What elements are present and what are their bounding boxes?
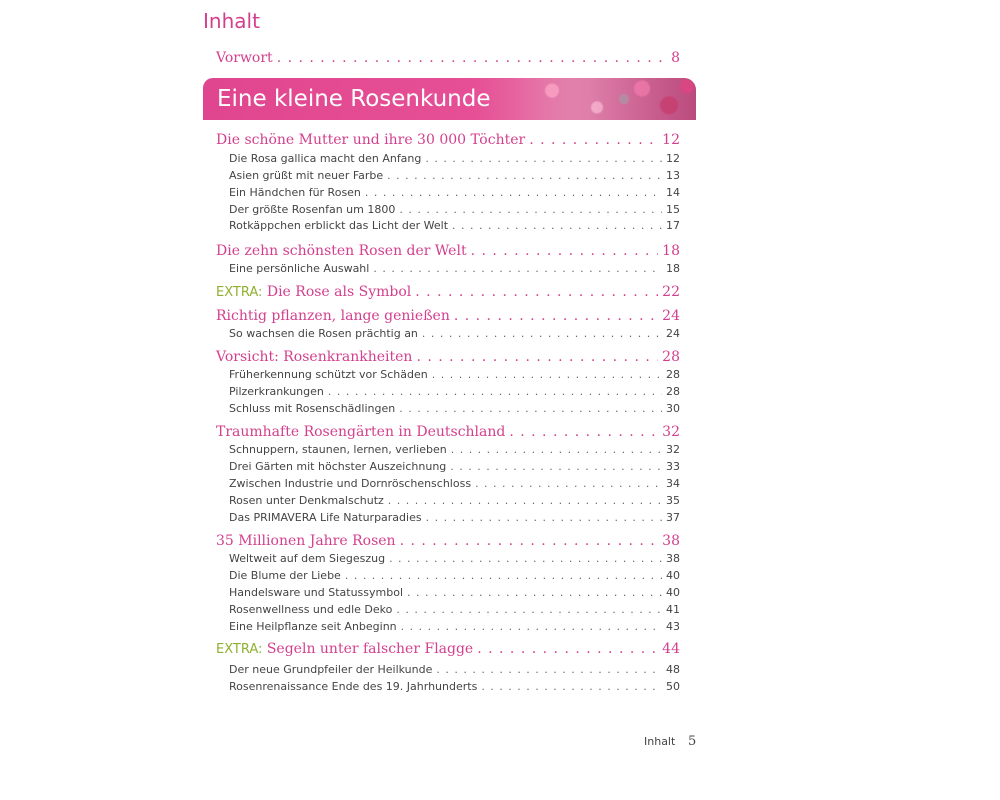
toc-leader-dots xyxy=(529,130,658,150)
toc-section-page: 44 xyxy=(662,641,680,657)
toc-entry-page: 40 xyxy=(666,586,680,599)
toc-leader-dots xyxy=(509,422,658,442)
toc-entry[interactable] xyxy=(229,184,680,201)
toc-entry[interactable] xyxy=(229,567,680,584)
toc-entry[interactable] xyxy=(229,509,680,526)
toc-section[interactable] xyxy=(216,347,680,367)
toc-leader-dots xyxy=(426,509,662,526)
toc-entry-page: 13 xyxy=(666,169,680,182)
toc-leader-dots xyxy=(396,601,662,618)
toc-section[interactable] xyxy=(216,531,680,551)
toc-entry[interactable] xyxy=(229,601,680,618)
toc-entry-label: Handelsware und Statussymbol xyxy=(229,586,404,599)
toc-entry-page: 43 xyxy=(666,620,680,633)
toc-section-page: 12 xyxy=(662,132,680,148)
chapter-banner xyxy=(203,78,696,120)
toc-leader-dots xyxy=(481,678,662,695)
toc-entry[interactable] xyxy=(229,167,680,184)
toc-section-page: 38 xyxy=(662,533,680,549)
toc-entry-label: Rotkäppchen erblickt das Licht der Welt xyxy=(229,219,449,232)
toc-extra-section[interactable] xyxy=(216,282,680,302)
toc-section-label: EXTRA: Segeln unter falscher Flagge xyxy=(216,641,474,657)
toc-leader-dots xyxy=(401,618,662,635)
toc-section[interactable] xyxy=(216,306,680,326)
toc-entry-page: 32 xyxy=(666,443,680,456)
toc-entry[interactable] xyxy=(229,550,680,567)
toc-leader-dots xyxy=(277,48,667,68)
toc-entry[interactable] xyxy=(229,150,680,167)
toc-section-page: 24 xyxy=(662,308,680,324)
toc-leader-dots xyxy=(365,184,662,201)
chapter-title: Eine kleine Rosenkunde xyxy=(217,86,491,112)
toc-leader-dots xyxy=(415,282,658,302)
toc-entry[interactable] xyxy=(229,458,680,475)
toc-section-label: Die schöne Mutter und ihre 30 000 Töchter xyxy=(216,132,526,148)
toc-entry-page: 33 xyxy=(666,460,680,473)
toc-entry-vorwort[interactable] xyxy=(216,48,680,68)
toc-entry-label: Vorwort xyxy=(216,50,273,66)
toc-leader-dots xyxy=(387,167,662,184)
toc-leader-dots xyxy=(416,347,658,367)
toc-entry-label: Die Blume der Liebe xyxy=(229,569,341,582)
toc-entry[interactable] xyxy=(229,383,680,400)
toc-entry[interactable] xyxy=(229,217,680,234)
toc-entry[interactable] xyxy=(229,661,680,678)
toc-leader-dots xyxy=(345,567,662,584)
rose-photo-strip xyxy=(516,78,696,120)
toc-entry-label: Asien grüßt mit neuer Farbe xyxy=(229,169,384,182)
toc-entry-page: 34 xyxy=(666,477,680,490)
toc-section-label: Richtig pflanzen, lange genießen xyxy=(216,308,450,324)
toc-leader-dots xyxy=(475,475,662,492)
toc-leader-dots xyxy=(399,400,662,417)
toc-entry-label: Eine persönliche Auswahl xyxy=(229,262,370,275)
toc-entry[interactable] xyxy=(229,618,680,635)
toc-entry-label: Ein Händchen für Rosen xyxy=(229,186,361,199)
toc-leader-dots xyxy=(471,241,659,261)
toc-entry-label: Die Rosa gallica macht den Anfang xyxy=(229,152,422,165)
toc-entry[interactable] xyxy=(229,584,680,601)
toc-entry-page: 8 xyxy=(671,50,680,66)
toc-leader-dots xyxy=(477,639,658,659)
toc-section[interactable] xyxy=(216,422,680,442)
toc-section-page: 32 xyxy=(662,424,680,440)
page-number: 5 xyxy=(688,734,697,749)
toc-leader-dots xyxy=(422,325,662,342)
toc-entry[interactable] xyxy=(229,325,680,342)
toc-leader-dots xyxy=(451,441,662,458)
toc-entry[interactable] xyxy=(229,441,680,458)
toc-entry-label: Schnuppern, staunen, lernen, verlieben xyxy=(229,443,447,456)
toc-entry-page: 30 xyxy=(666,402,680,415)
toc-entry-page: 35 xyxy=(666,494,680,507)
toc-leader-dots xyxy=(328,383,662,400)
toc-entry-page: 15 xyxy=(666,203,680,216)
extra-prefix: EXTRA: xyxy=(216,285,263,300)
toc-section-label: Traumhafte Rosengärten in Deutschland xyxy=(216,424,506,440)
toc-entry-page: 40 xyxy=(666,569,680,582)
toc-leader-dots xyxy=(454,306,658,326)
toc-leader-dots xyxy=(388,492,662,509)
extra-prefix: EXTRA: xyxy=(216,642,263,657)
toc-entry-page: 14 xyxy=(666,186,680,199)
toc-leader-dots xyxy=(400,531,659,551)
toc-entry[interactable] xyxy=(229,260,680,277)
toc-entry-label: Eine Heilpflanze seit Anbeginn xyxy=(229,620,397,633)
toc-section-label: EXTRA: Die Rose als Symbol xyxy=(216,284,412,300)
toc-entry-label: Das PRIMAVERA Life Naturparadies xyxy=(229,511,422,524)
toc-entry-page: 38 xyxy=(666,552,680,565)
toc-section[interactable] xyxy=(216,241,680,261)
toc-entry-label: So wachsen die Rosen prächtig an xyxy=(229,327,418,340)
toc-extra-section[interactable] xyxy=(216,639,680,659)
toc-entry[interactable] xyxy=(229,400,680,417)
toc-entry-label: Der neue Grundpfeiler der Heilkunde xyxy=(229,663,433,676)
toc-entry-page: 12 xyxy=(666,152,680,165)
toc-leader-dots xyxy=(399,201,662,218)
toc-section-label: Die zehn schönsten Rosen der Welt xyxy=(216,243,467,259)
toc-leader-dots xyxy=(432,366,662,383)
toc-leader-dots xyxy=(450,458,662,475)
toc-section[interactable] xyxy=(216,130,680,150)
toc-entry-label: Schluss mit Rosenschädlingen xyxy=(229,402,396,415)
toc-section-page: 18 xyxy=(662,243,680,259)
toc-entry-label: Rosenwellness und edle Deko xyxy=(229,603,393,616)
toc-entry-label: Früherkennung schützt vor Schäden xyxy=(229,368,428,381)
toc-entry[interactable] xyxy=(229,201,680,218)
toc-entry-page: 17 xyxy=(666,219,680,232)
toc-leader-dots xyxy=(436,661,662,678)
toc-entry-page: 24 xyxy=(666,327,680,340)
toc-leader-dots xyxy=(425,150,662,167)
toc-entry-label: Weltweit auf dem Siegeszug xyxy=(229,552,386,565)
toc-entry-page: 28 xyxy=(666,385,680,398)
toc-entry-page: 28 xyxy=(666,368,680,381)
toc-entry[interactable] xyxy=(229,492,680,509)
toc-entry[interactable] xyxy=(229,678,680,695)
toc-section-label: Vorsicht: Rosenkrankheiten xyxy=(216,349,413,365)
toc-entry[interactable] xyxy=(229,475,680,492)
toc-entry-page: 37 xyxy=(666,511,680,524)
toc-entry-label: Zwischen Industrie und Dornröschenschloss xyxy=(229,477,472,490)
running-footer-label: Inhalt xyxy=(644,735,676,748)
toc-leader-dots xyxy=(452,217,662,234)
toc-entry-page: 41 xyxy=(666,603,680,616)
toc-entry-label: Drei Gärten mit höchster Auszeichnung xyxy=(229,460,447,473)
toc-entry-page: 48 xyxy=(666,663,680,676)
toc-entry-label: Pilzerkrankungen xyxy=(229,385,324,398)
page-title: Inhalt xyxy=(203,9,260,33)
toc-entry-page: 50 xyxy=(666,680,680,693)
toc-entry[interactable] xyxy=(229,366,680,383)
toc-leader-dots xyxy=(389,550,662,567)
toc-section-page: 28 xyxy=(662,349,680,365)
toc-section-label: 35 Millionen Jahre Rosen xyxy=(216,533,396,549)
toc-section-page: 22 xyxy=(662,284,680,300)
toc-leader-dots xyxy=(407,584,662,601)
toc-leader-dots xyxy=(373,260,662,277)
toc-entry-label: Der größte Rosenfan um 1800 xyxy=(229,203,396,216)
toc-entry-page: 18 xyxy=(666,262,680,275)
toc-entry-label: Rosenrenaissance Ende des 19. Jahrhunderts xyxy=(229,680,478,693)
toc-entry-label: Rosen unter Denkmalschutz xyxy=(229,494,384,507)
